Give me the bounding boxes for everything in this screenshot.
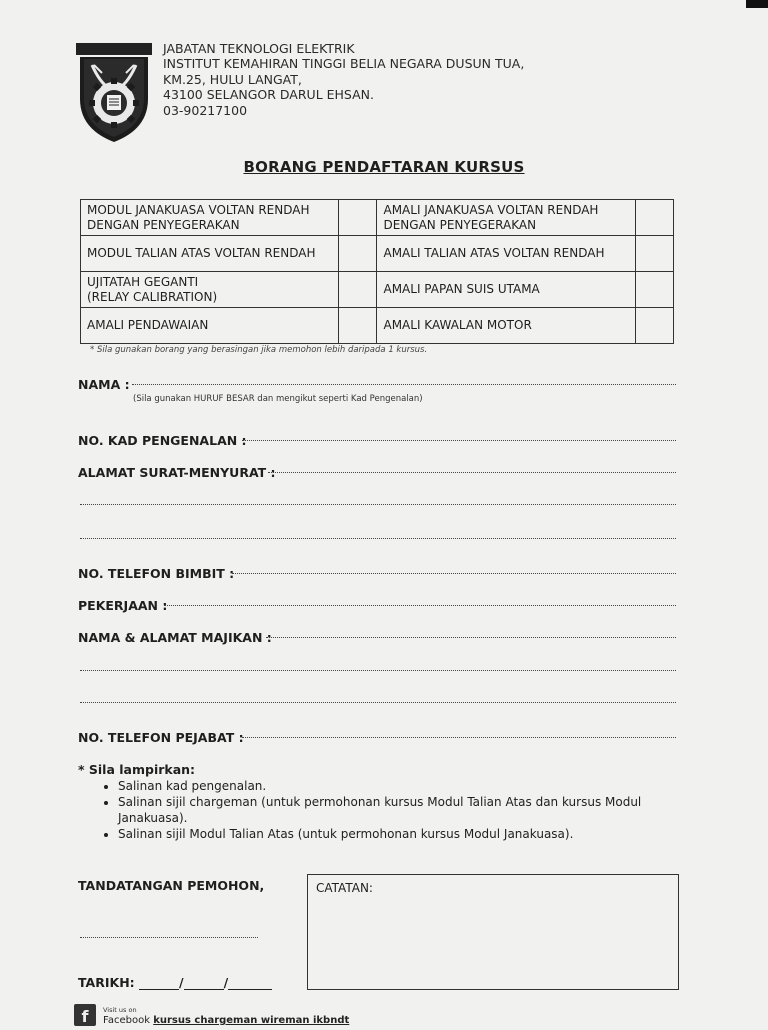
address-field[interactable] [268,472,676,473]
scan-edge-mark [746,0,768,8]
facebook-label: Facebook [103,1015,150,1026]
course-checkbox[interactable] [339,308,377,344]
mobile-phone-field[interactable] [232,573,676,574]
visit-us-text: Visit us on [103,1006,137,1014]
separate-form-note: * Sila gunakan borang yang berasingan jika memohon lebih daripada 1 kursus. [90,345,428,355]
institute-logo [76,43,152,143]
attachments-list [96,778,678,842]
course-name: AMALI KAWALAN MOTOR [377,308,635,344]
name-label: NAMA : [78,377,130,392]
date-row [78,975,272,990]
name-field[interactable] [132,384,676,385]
institute-address [163,41,524,118]
address-line-2: 43100 SELANGOR DARUL EHSAN. [163,87,374,103]
course-name-line: UJITATAH GEGANTI [87,274,199,289]
course-name: AMALI TALIAN ATAS VOLTAN RENDAH [377,236,635,272]
employer-label: NAMA & ALAMAT MAJIKAN : [78,630,272,645]
address-field-line-2[interactable] [80,504,676,505]
occupation-label: PEKERJAAN : [78,598,168,613]
attachments-heading: * Sila lampirkan: [78,762,196,777]
course-checkbox[interactable] [635,236,673,272]
course-checkbox[interactable] [635,272,673,308]
office-phone-field[interactable] [242,737,676,738]
phone-line: 03-90217100 [163,102,248,118]
signature-label: TANDATANGAN PEMOHON, [78,878,265,893]
department-line: JABATAN TEKNOLOGI ELEKTRIK [163,41,355,56]
table-row [81,308,674,344]
course-name-line: (RELAY CALIBRATION) [87,289,218,304]
course-name: AMALI JANAKUASA VOLTAN RENDAH DENGAN PENYEGERAKAN [377,200,635,236]
ic-field[interactable] [242,440,676,441]
course-selection-table [80,199,674,344]
office-phone-label: NO. TELEFON PEJABAT : [78,730,244,745]
table-row [81,236,674,272]
address-line-1: KM.25, HULU LANGAT, [163,71,302,87]
remarks-label: CATATAN: [316,881,373,895]
list-item: • Salinan sijil Modul Talian Atas (untuk permohonan kursus Modul Janakuasa). [118,826,678,842]
employer-field-line-2[interactable] [80,670,676,671]
ic-label: NO. KAD PENGENALAN : [78,433,247,448]
course-checkbox[interactable] [339,272,377,308]
course-checkbox[interactable] [339,236,377,272]
employer-field[interactable] [266,637,676,638]
institute-line: INSTITUT KEMAHIRAN TINGGI BELIA NEGARA DUSUN TUA, [163,56,525,72]
table-row [81,200,674,236]
date-separator: / [179,975,184,990]
course-checkbox[interactable] [635,308,673,344]
course-name: AMALI PAPAN SUIS UTAMA [377,272,635,308]
course-checkbox[interactable] [339,200,377,236]
list-item: • Salinan sijil chargeman (untuk permohonan kursus Modul Talian Atas dan kursus Modul Janakuasa). [118,794,678,826]
remarks-box [307,874,679,990]
facebook-page-text [103,1015,349,1026]
form-title: BORANG PENDAFTARAN KURSUS [243,158,525,176]
date-label: TARIKH: [78,975,135,990]
employer-field-line-3[interactable] [80,702,676,703]
occupation-field[interactable] [164,605,676,606]
table-row [81,272,674,308]
date-month-field[interactable] [184,977,224,990]
course-name [81,272,339,308]
date-day-field[interactable] [139,977,179,990]
date-separator: / [223,975,229,990]
address-field-line-3[interactable] [80,538,676,539]
address-label: ALAMAT SURAT-MENYURAT : [78,465,276,480]
facebook-icon: f [74,1004,96,1026]
course-name: MODUL TALIAN ATAS VOLTAN RENDAH [81,236,339,272]
list-item: • Salinan kad pengenalan. [118,778,678,794]
course-checkbox[interactable] [635,200,673,236]
date-year-field[interactable] [228,977,272,990]
signature-field[interactable] [80,937,258,938]
course-name: MODUL JANAKUASA VOLTAN RENDAH DENGAN PENYEGERAKAN [81,200,339,236]
name-hint: (Sila gunakan HURUF BESAR dan mengikut seperti Kad Pengenalan) [133,394,423,404]
course-name: AMALI PENDAWAIAN [81,308,339,344]
facebook-page-name: kursus chargeman wireman ikbndt [153,1015,350,1026]
mobile-phone-label: NO. TELEFON BIMBIT : [78,566,235,581]
